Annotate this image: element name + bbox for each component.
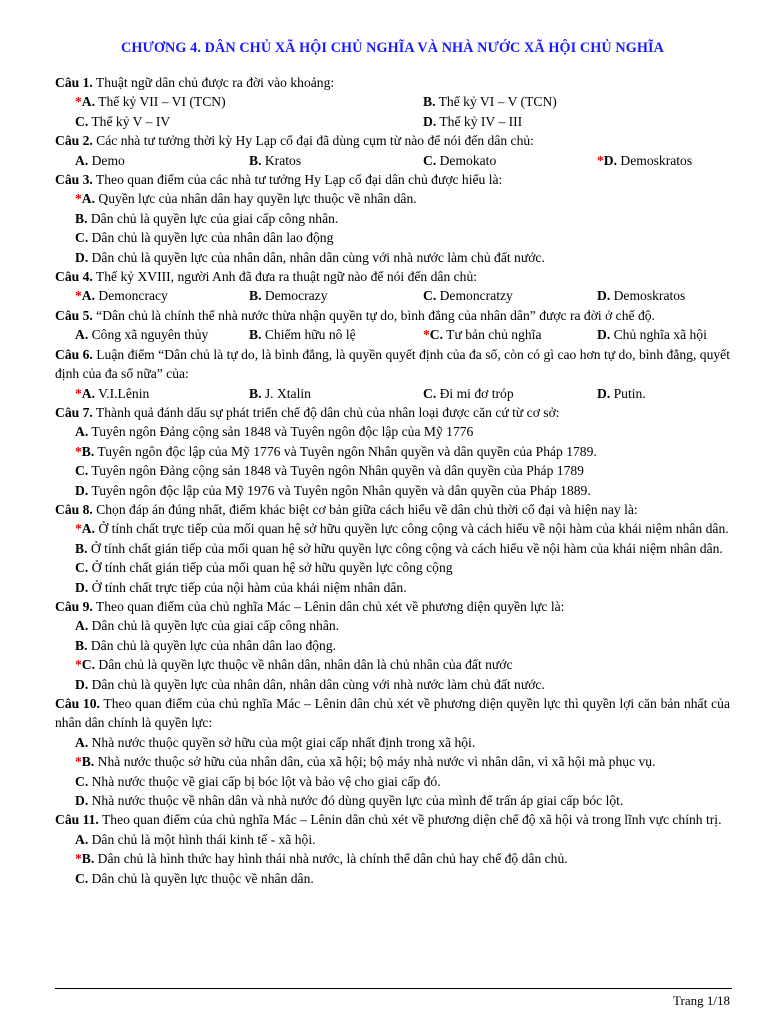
option-text: Chiếm hữu nô lệ [261,327,356,343]
option-b [55,752,730,771]
question-number: Câu 11. [55,812,99,828]
option-label: A. [81,521,96,537]
option-a [55,189,730,208]
option-text: Dân chủ là quyền lực thuộc về nhân dân, nhân dân là chủ nhân của đất nước [95,657,513,673]
question-number: Câu 7. [55,404,93,420]
option-text: Tư bản chủ nghĩa [443,327,542,343]
option-label: D. [597,288,611,304]
option-label: C. [429,327,444,343]
option-text: Putin. [610,385,646,401]
option-text: Thế kỷ IV – III [436,113,523,129]
option-label: B. [81,754,95,770]
correct-marker: * [75,521,82,537]
option-d [55,675,730,694]
option-label: D. [75,249,89,265]
footer-divider [55,988,732,989]
option-text: Dân chủ là một hình thái kinh tế - xã hội. [88,831,316,847]
option-text: Democrazy [261,288,328,304]
option-text: Kratos [261,152,302,168]
question-text: Theo quan điểm của chủ nghĩa Mác – Lênin dân chủ xét về phương diện chế độ xã hội và trong lĩnh vực chính trị. [98,812,722,828]
option-label: A. [75,327,89,343]
option-d [597,151,730,170]
option-text: Nhà nước thuộc về nhân dân và nhà nước đó dùng quyền lực của mình để trấn áp giai cấp bóc lột. [88,793,624,809]
question-number: Câu 9. [55,598,93,614]
option-label: B. [423,94,436,110]
option-d [597,384,730,403]
option-text: Dân chủ là quyền lực của nhân dân lao động. [87,637,337,653]
option-c [55,558,730,577]
option-a [75,325,249,344]
option-a [55,616,730,635]
option-label: D. [75,579,89,595]
option-a [75,384,249,403]
option-label: D. [75,793,89,809]
question-number: Câu 8. [55,501,93,517]
chapter-title: CHƯƠNG 4. DÂN CHỦ XÃ HỘI CHỦ NGHĨA VÀ NHÀ NƯỚC XÃ HỘI CHỦ NGHĨA [121,40,664,56]
option-a [75,92,423,111]
option-label: C. [75,560,89,576]
option-label: A. [75,424,89,440]
option-c [55,461,730,480]
correct-marker: * [75,94,82,110]
question-7 [55,403,730,422]
question-text: Thuật ngữ dân chủ được ra đời vào khoảng: [92,75,335,90]
question-text: Chọn đáp án đúng nhất, điểm khác biệt cơ bản giữa cách hiểu về dân chủ thời cổ đại và hiện nay là: [92,501,638,517]
option-text: Thế kỷ V – IV [88,113,171,129]
option-label: B. [249,327,262,343]
option-c [55,772,730,791]
option-label: B. [75,210,88,226]
option-label: D. [603,152,618,168]
option-d [597,286,730,305]
question-number: Câu 2. [55,133,93,149]
option-label: A. [75,618,89,634]
option-text: Dân chủ là quyền lực của nhân dân, nhân dân cùng với nhà nước làm chủ đất nước. [88,249,545,265]
option-label: C. [75,870,89,886]
option-d [55,481,730,500]
question-6 [55,345,730,384]
option-label: B. [75,540,88,556]
option-label: B. [75,637,88,653]
option-label: B. [249,385,262,401]
answer-options [55,151,730,170]
option-a [55,733,730,752]
question-number: Câu 6. [55,346,93,362]
option-b [249,286,423,305]
option-label: C. [423,288,437,304]
option-text: Thế kỷ VI – V (TCN) [435,94,557,110]
question-number: Câu 5. [55,307,93,323]
option-label: C. [75,230,89,246]
option-c [55,869,730,888]
option-text: Demoskratos [617,152,693,168]
question-text: Các nhà tư tưởng thời kỳ Hy Lạp cổ đại đã dùng cụm từ nào để nói đến dân chủ: [92,133,534,149]
option-text: Dân chủ là quyền lực của giai cấp công nhân. [87,210,339,226]
correct-marker: * [75,385,82,401]
option-b [55,209,730,228]
option-d [597,325,730,344]
question-10 [55,694,730,733]
question-4 [55,267,730,286]
question-number: Câu 10. [55,696,100,711]
option-text: V.I.Lênin [95,385,150,401]
option-label: D. [597,385,611,401]
option-text: Nhà nước thuộc quyền sở hữu của một giai cấp nhất định trong xã hội. [88,734,476,750]
option-text: Ở tính chất trực tiếp của nội hàm của khái niệm nhân dân. [88,579,407,595]
option-label: D. [75,676,89,692]
option-text: Ở tính chất gián tiếp của mối quan hệ sở hữu quyền lực công cộng và cách hiểu về nội hàm của khái niệm nhân dân. [87,540,723,556]
option-label: A. [81,385,96,401]
option-d [423,112,730,131]
question-1 [55,73,730,92]
option-label: A. [81,191,96,207]
option-b [55,442,730,461]
option-label: C. [75,773,89,789]
option-c [423,286,597,305]
option-label: D. [597,327,611,343]
correct-marker: * [75,754,82,770]
option-d [55,248,730,267]
option-label: D. [75,482,89,498]
option-label: A. [75,734,89,750]
option-text: Đi mi đơ tróp [436,385,514,401]
option-text: Nhà nước thuộc sở hữu của nhân dân, của xã hội; bộ máy nhà nước vì nhân dân, vì xã hội mà phục vụ. [94,754,656,770]
document-page [55,40,730,888]
option-text: Ở tính chất gián tiếp của mối quan hệ sở hữu quyền lực công cộng [88,560,453,576]
option-label: B. [249,288,262,304]
correct-marker: * [597,152,604,168]
option-a [55,422,730,441]
question-5 [55,306,730,325]
option-text: Dân chủ là hình thức hay hình thái nhà nước, là chính thể dân chủ hay chế độ dân chủ. [94,851,568,867]
option-text: Tuyên ngôn Đảng cộng sản 1848 và Tuyên ngôn độc lập của Mỹ 1776 [88,424,474,440]
question-text: “Dân chủ là chính thể nhà nước thừa nhận quyền tự do, bình đẳng của nhân dân” được ra đời ở chế độ. [92,307,655,323]
option-text: Chủ nghĩa xã hội [610,327,707,343]
option-label: C. [423,152,437,168]
option-text: Dân chủ là quyền lực thuộc về nhân dân. [88,870,314,886]
option-label: B. [81,851,95,867]
question-text: Theo quan điểm của các nhà tư tưởng Hy Lạp cổ đại dân chủ được hiểu là: [92,172,503,188]
option-label: A. [81,94,96,110]
option-a [55,830,730,849]
option-text: Ở tính chất trực tiếp của mối quan hệ sở hữu quyền lực công cộng và cách hiểu về nội hàm của khái niệm nhân dân. [95,521,729,537]
option-label: B. [81,443,95,459]
option-text: Demo [88,152,125,168]
option-text: Quyền lực của nhân dân hay quyền lực thuộc về nhân dân. [95,191,417,207]
option-text: Dân chủ là quyền lực của giai cấp công nhân. [88,618,340,634]
option-text: Tuyên ngôn Đảng cộng sản 1848 và Tuyên ngôn Nhân quyền và dân quyền của Pháp 1789 [88,463,584,479]
option-c [423,325,597,344]
option-label: C. [423,385,437,401]
option-b [423,92,730,111]
correct-marker: * [75,288,82,304]
option-c [55,228,730,247]
option-text: Tuyên ngôn độc lập của Mỹ 1776 và Tuyên ngôn Nhân quyền và dân quyền của Pháp 1789. [94,443,597,459]
correct-marker: * [75,443,82,459]
answer-options [55,286,730,305]
question-9 [55,597,730,616]
question-text: Thành quả đánh dấu sự phát triển chế độ dân chủ của nhân loại được căn cứ từ cơ sở: [92,404,560,420]
question-text: Luận điểm “Dân chủ là tự do, là bình đẳng, là quyền quyết định của đa số, còn có gì cao hơn tự do, bình đẳng, quyết định của đa số nữa” của: [55,346,730,382]
option-c [423,384,597,403]
option-d [55,578,730,597]
option-text: Demokato [436,152,497,168]
option-label: C. [81,657,96,673]
option-label: D. [423,113,437,129]
option-c [75,112,423,131]
option-label: C. [75,113,89,129]
option-text: Thế kỷ VII – VI (TCN) [95,94,226,110]
option-a [75,151,249,170]
question-2 [55,131,730,150]
option-label: A. [75,831,89,847]
answer-options [55,92,730,131]
option-b [55,636,730,655]
option-text: Công xã nguyên thủy [88,327,209,343]
correct-marker: * [75,657,82,673]
option-text: Tuyên ngôn độc lập của Mỹ 1976 và Tuyên ngôn Nhân quyền và dân quyền của Pháp 1889. [88,482,591,498]
option-a [75,286,249,305]
option-text: Nhà nước thuộc về giai cấp bị bóc lột và bảo vệ cho giai cấp đó. [88,773,441,789]
option-text: Dân chủ là quyền lực của nhân dân lao động [88,230,334,246]
answer-options [55,325,730,344]
question-8 [55,500,730,519]
question-text: Theo quan điểm của chủ nghĩa Mác – Lênin dân chủ xét về phương diện quyền lực là: [92,598,565,614]
option-b [249,325,423,344]
question-text: Theo quan điểm của chủ nghĩa Mác – Lênin dân chủ xét về phương diện quyền lực thì quyền lợi căn bản nhất của nhân dân chính là quyền lực: [55,696,730,731]
option-b [55,849,730,868]
page-number: Trang 1/18 [673,993,730,1008]
option-text: Demoskratos [610,288,686,304]
answer-options [55,384,730,403]
correct-marker: * [423,327,430,343]
option-text: Demoncracy [95,288,168,304]
option-label: A. [81,288,96,304]
question-3 [55,170,730,189]
option-b [249,384,423,403]
question-number: Câu 3. [55,172,93,188]
option-b [55,539,730,558]
question-11 [55,810,730,829]
option-c [55,655,730,674]
correct-marker: * [75,191,82,207]
correct-marker: * [75,851,82,867]
question-text: Thế kỷ XVIII, người Anh đã đưa ra thuật ngữ nào để nói đến dân chủ: [92,269,478,285]
option-label: C. [75,463,89,479]
option-a [55,519,730,538]
option-label: B. [249,152,262,168]
option-b [249,151,423,170]
option-text: Demoncratzy [436,288,513,304]
option-text: J. Xtalin [261,385,311,401]
option-text: Dân chủ là quyền lực của nhân dân, nhân dân cùng với nhà nước làm chủ đất nước. [88,676,545,692]
question-number: Câu 4. [55,269,93,285]
option-c [423,151,597,170]
option-d [55,791,730,810]
question-number: Câu 1. [55,75,93,90]
option-label: A. [75,152,89,168]
